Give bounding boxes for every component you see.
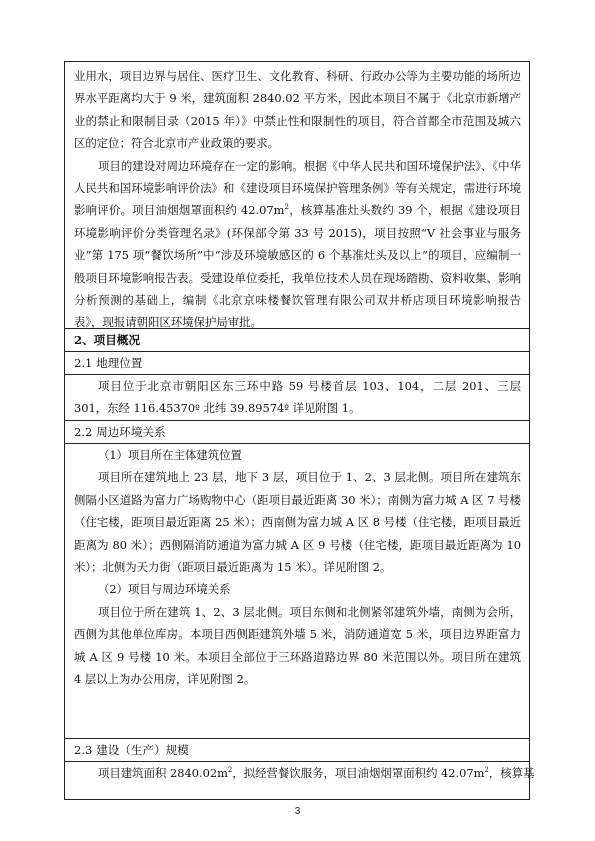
eia-text-b: ，核算基准灶头数约 39 个，根据《建设项目环境影响评价分类管理名录》(环保部令第 33 号 2015)，项目按照“V 社会事业与服务业”第 175 项“餐饮场所”中“涉及环境敏感区的 6 个基准灶头及以上”的项目，应编制一般项目环境影响报告表。受建设单位委托，我单位技术人员在现场踏勘、资料收集、影响分析预测的基础上，编制《北京京味楼餐饮管理有限公司双井桥店项目环境影响报告表》，现报请朝阳区环境保护局审批。 [74,203,521,330]
paragraph-eia-basis [65,155,529,334]
degree-symbol: º [284,404,289,416]
section-heading-location: 2.1 地理位置 [74,356,143,370]
section-heading-row [65,421,529,443]
scale-text-c: ，核算基 [488,766,535,780]
text-block-1 [65,65,529,334]
location-text-b: 北纬 39.89574 [199,401,285,416]
subheading-building-position: （1）项目所在主体建筑位置 [98,448,242,462]
section-heading-row [65,352,529,374]
paragraph-location [65,375,529,422]
superscript: 2 [484,766,489,775]
document-table-frame [64,61,535,800]
section-heading-scale: 2.3 建设（生产）规模 [74,743,189,757]
superscript: 2 [284,203,289,212]
paragraph-scale [65,762,535,784]
section-heading-surroundings: 2.2 周边环境关系 [74,425,166,439]
location-text-c: 详见附图 1。 [288,401,361,416]
subheading-environment-relation: （2）项目与周边环境关系 [98,582,231,597]
location-block [65,375,529,422]
paragraph-environment-relation: 项目位于所在建筑 1、2、3 层北侧。项目东侧和北侧紧邻建筑外墙，南侧为会所，西侧为其他单位库房。本项目西侧距建筑外墙 5 米，消防通道宽 5 米，项目边界距富力城 A 区 9 号楼 10 米。本项目全部位于三环路道路边界 80 米范围以外。项目所在建筑 4 层以上为办公用房，详见附图 2。 [74,604,521,687]
eia-text-a: 项目的建设对周边环境存在一定的影响。根据《中华人民共和国环境保护法》、《中华人民共和国环境影响评价法》和《建设项目环境保护管理条例》等有关规定，需进行环境影响评价。项目油烟烟罩面积约 42.07m [74,158,521,218]
surroundings-block [65,444,529,690]
location-text-a: 项目位于北京市朝阳区东三环中路 59 号楼首层 103、104，二层 201、三层 301，东经 116.45370 [74,379,521,416]
page-number: 3 [294,806,301,817]
paragraph-building-position: 项目所在建筑地上 23 层，地下 3 层，项目位于 1、2、3 层北侧。项目所在建筑东侧隔小区道路为富力广场购物中心（距项目最近距离 30 米）；南侧为富力城 A 区 7 号楼（住宅楼，距项目最近距离 25 米）；西南侧为富力城 A 区 8 号楼（住宅楼，距项目最近距离为 80 米）；西侧隔消防通道为富力城 A 区 9 号楼（住宅楼，距项目最近距离为 10 米）；北侧为天力街（距项目最近距离为 15 米）。详见附图 2。 [74,470,521,575]
degree-symbol: º [195,404,200,416]
section-heading-row [65,329,529,351]
scale-block [65,762,535,784]
scale-text-b: ，拟经营餐饮服务，项目油烟烟罩面积约 42.07m [232,766,485,780]
scale-text-a: 项目建筑面积 2840.02m [98,766,228,780]
section-heading-row [65,739,529,761]
superscript: 2 [227,766,233,775]
section-heading-project-overview: 2、项目概况 [74,333,141,347]
paragraph-industry-policy: 业用水，项目边界与居住、医疗卫生、文化教育、科研、行政办公等为主要功能的场所边界水平距离均大于 9 米，建筑面积 2840.02 平方米，因此本项目不属于《北京市新增产业的禁止和限制目录（2015 年）》中禁止性和限制性的项目，符合首都全市范围及城六区的定位；符合北京市产业政策的要求。 [74,69,521,151]
